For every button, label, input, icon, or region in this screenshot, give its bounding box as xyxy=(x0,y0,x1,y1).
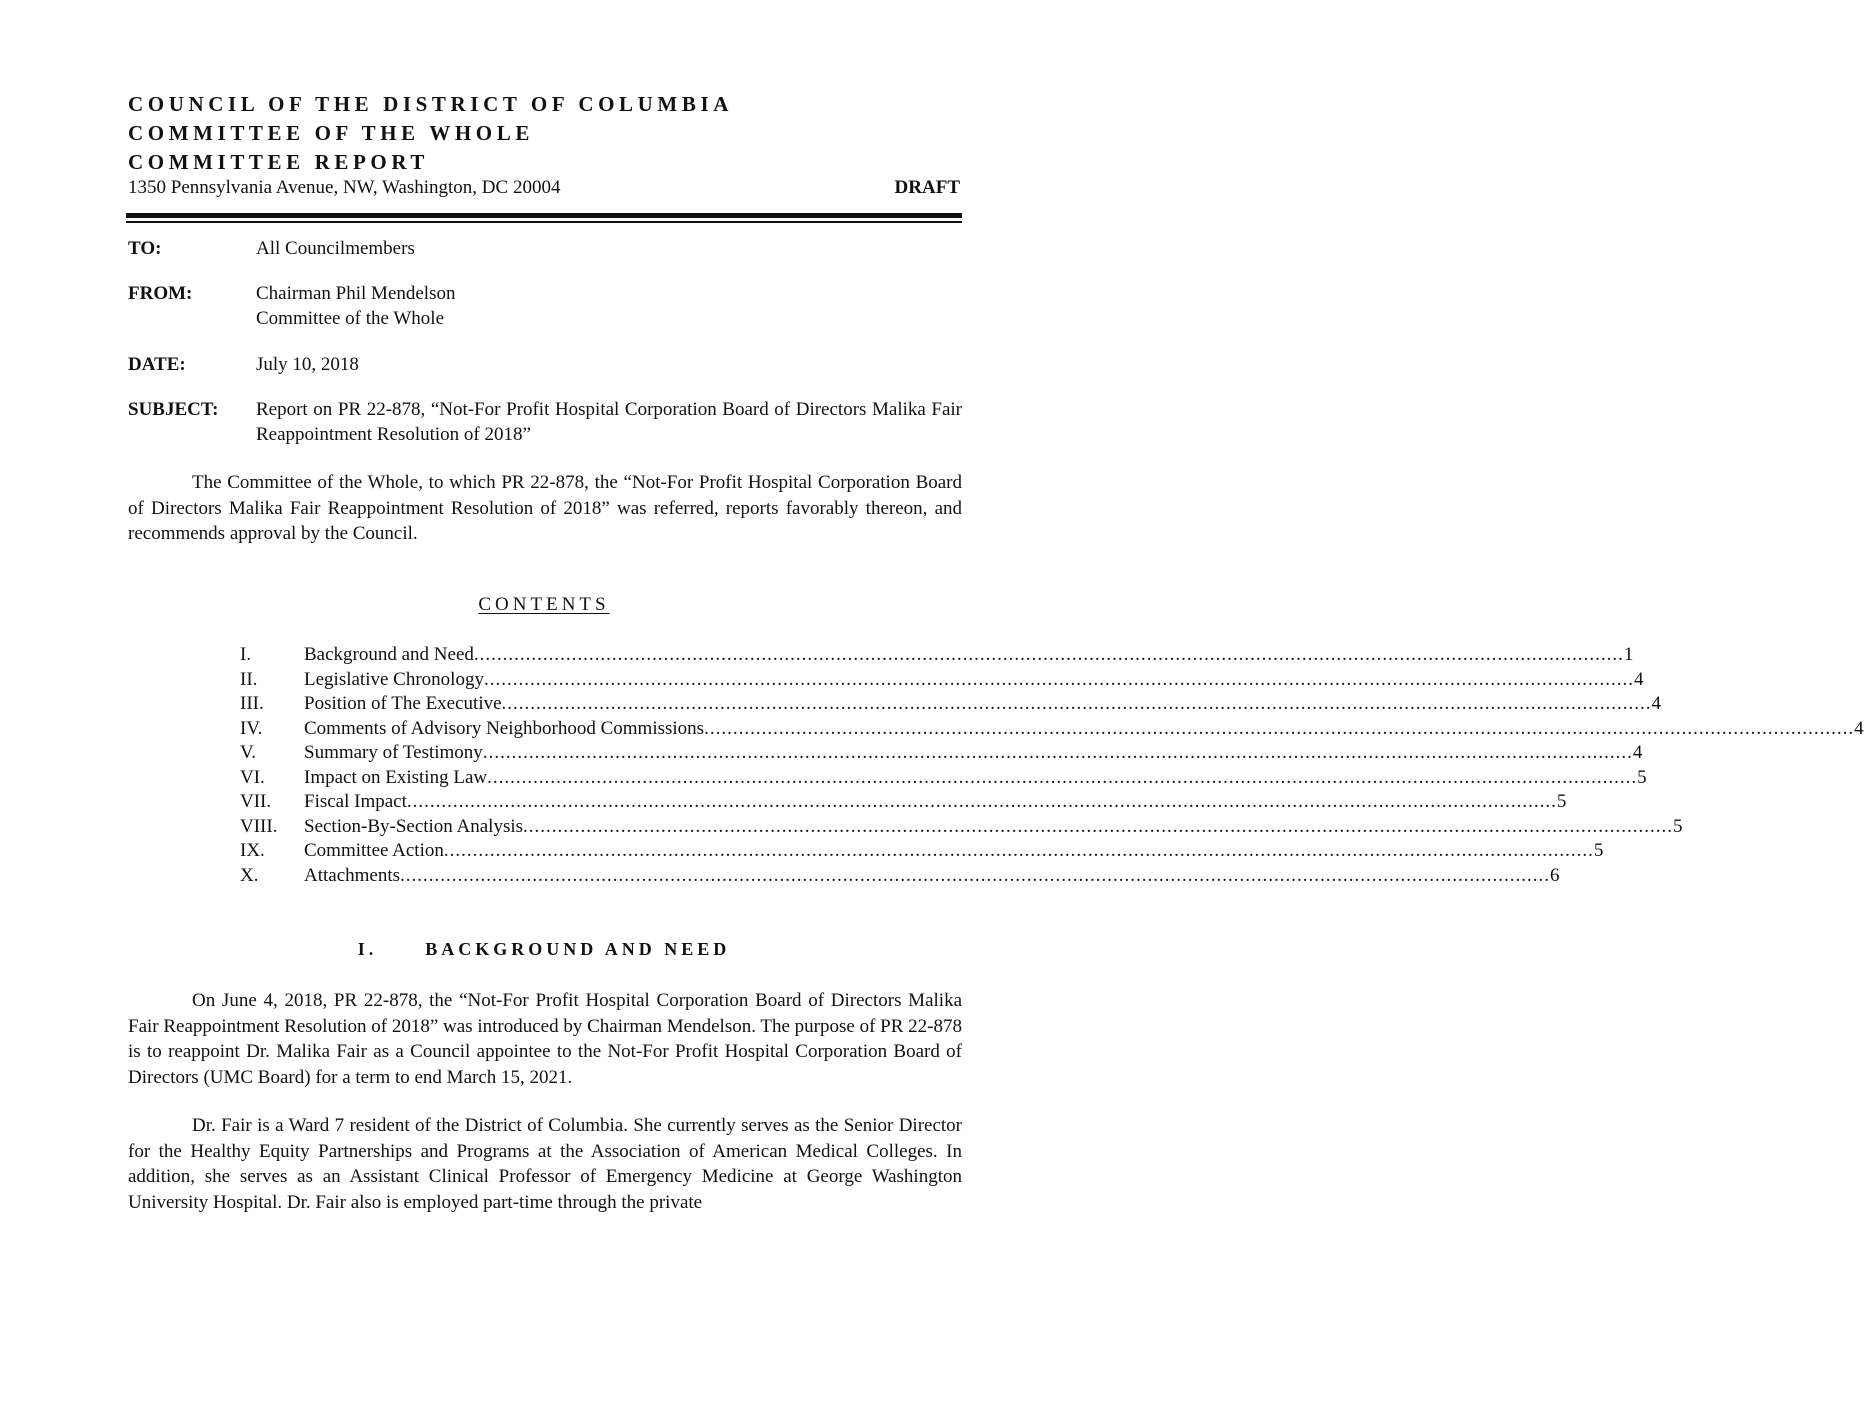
toc-number: VI. xyxy=(240,766,265,788)
toc-page-number: 1 xyxy=(1623,644,1634,665)
memo-to-label: TO: xyxy=(128,238,162,259)
table-of-contents xyxy=(240,644,1864,889)
contents-title xyxy=(0,594,1088,616)
toc-leader-dots: ........................................................................................................................................................................................................ xyxy=(473,644,1624,665)
intro-paragraph: The Committee of the Whole, to which PR 22-878, the “Not-For Profit Hospital Corporation Board of Directors Malika Fair Reappointment Resolution of 2018” was referred, reports favorably thereon, and recommends approval by the Council. xyxy=(128,472,962,544)
toc-row xyxy=(240,742,1643,767)
header-rule-thin xyxy=(126,221,962,223)
memo-subject-label: SUBJECT: xyxy=(128,399,219,420)
memo-date-value: July 10, 2018 xyxy=(256,354,359,375)
toc-leader-dots: ........................................................................................................................................................................................................ xyxy=(487,766,1638,788)
toc-number: IV. xyxy=(240,717,263,739)
memo-from-value-name: Chairman Phil Mendelson xyxy=(256,283,456,304)
toc-row xyxy=(240,791,1567,816)
toc-row xyxy=(240,693,1662,718)
toc-number: X. xyxy=(240,864,259,886)
toc-row xyxy=(240,717,1864,743)
toc-number: II. xyxy=(240,668,258,690)
toc-leader-dots: ........................................................................................................................................................................................................ xyxy=(501,693,1652,714)
toc-leader-dots: ........................................................................................................................................................................................................ xyxy=(704,717,1855,739)
toc-title: Background and Need xyxy=(304,644,474,665)
toc-page-number: 5 xyxy=(1593,840,1604,861)
toc-leader-dots: ........................................................................................................................................................................................................ xyxy=(483,668,1634,690)
memo-to-value: All Councilmembers xyxy=(256,238,415,259)
background-paragraph-1: On June 4, 2018, PR 22-878, the “Not-For Profit Hospital Corporation Board of Directors Malika Fair Reappointment Resolution of 2018” was introduced by Chairman Mendelson. The purpose of PR 22-878 is to reappoint Dr. Malika Fair as a Council appointee to the Not-For Profit Hospital Corporation Board of Directors (UMC Board) for a term to end March 15, 2021. xyxy=(128,990,962,1088)
section-number: I. xyxy=(357,939,378,959)
memo-subject-value: Report on PR 22-878, “Not-For Profit Hospital Corporation Board of Directors Malika Fair Reappointment Resolution of 2018” xyxy=(256,399,962,445)
toc-leader-dots: ........................................................................................................................................................................................................ xyxy=(400,864,1551,886)
toc-row xyxy=(240,840,1604,865)
toc-title: Committee Action xyxy=(304,840,444,861)
toc-leader-dots: ........................................................................................................................................................................................................ xyxy=(406,791,1557,812)
council-address: 1350 Pennsylvania Avenue, NW, Washington, DC 20004 xyxy=(128,177,561,198)
toc-leader-dots: ........................................................................................................................................................................................................ xyxy=(443,840,1594,861)
toc-title: Attachments xyxy=(304,864,401,886)
toc-page-number: 5 xyxy=(1673,815,1683,837)
memo-date-label: DATE: xyxy=(128,354,186,375)
toc-title: Impact on Existing Law xyxy=(304,766,488,788)
toc-page-number: 6 xyxy=(1550,864,1560,886)
toc-number: I. xyxy=(240,644,252,665)
toc-number: III. xyxy=(240,693,264,714)
contents-title-text: CONTENTS xyxy=(478,594,610,615)
toc-leader-dots: ........................................................................................................................................................................................................ xyxy=(523,815,1674,837)
toc-row xyxy=(240,815,1683,841)
toc-page-number: 5 xyxy=(1556,791,1567,812)
toc-row xyxy=(240,668,1644,694)
section-heading-background xyxy=(0,939,1088,960)
background-paragraph-2: Dr. Fair is a Ward 7 resident of the District of Columbia. She currently serves as the Senior Director for the Healthy Equity Partnerships and Programs at the Association of American Medical Colleges. In addition, she serves as an Assistant Clinical Professor of Emergency Medicine at George Washington University Hospital. Dr. Fair also is employed part-time through the private xyxy=(128,1115,962,1213)
toc-leader-dots: ........................................................................................................................................................................................................ xyxy=(482,742,1633,763)
toc-page-number: 4 xyxy=(1651,693,1662,714)
toc-page-number: 4 xyxy=(1633,668,1644,690)
committee-name-heading: COMMITTEE OF THE WHOLE xyxy=(128,121,534,145)
toc-title: Section-By-Section Analysis xyxy=(304,815,524,837)
section-title: BACKGROUND AND NEED xyxy=(425,939,731,959)
toc-title: Fiscal Impact xyxy=(304,791,407,812)
toc-number: IX. xyxy=(240,840,265,861)
toc-number: VIII. xyxy=(240,815,278,837)
toc-number: VII. xyxy=(240,791,272,812)
toc-page-number: 5 xyxy=(1637,766,1647,788)
toc-title: Position of The Executive xyxy=(304,693,502,714)
toc-number: V. xyxy=(240,742,257,763)
toc-row xyxy=(240,766,1647,792)
report-type-heading: COMMITTEE REPORT xyxy=(128,150,429,174)
toc-title: Summary of Testimony xyxy=(304,742,483,763)
toc-page-number: 4 xyxy=(1632,742,1643,763)
draft-status-label: DRAFT xyxy=(894,177,960,198)
toc-title: Legislative Chronology xyxy=(304,668,484,690)
toc-title: Comments of Advisory Neighborhood Commissions xyxy=(304,717,705,739)
header-rule-thick xyxy=(126,213,962,218)
toc-page-number: 4 xyxy=(1854,717,1864,739)
council-name-heading: COUNCIL OF THE DISTRICT OF COLUMBIA xyxy=(128,92,733,116)
memo-from-label: FROM: xyxy=(128,283,193,304)
toc-row xyxy=(240,644,1634,669)
toc-row xyxy=(240,864,1560,890)
memo-from-value-committee: Committee of the Whole xyxy=(256,308,445,329)
